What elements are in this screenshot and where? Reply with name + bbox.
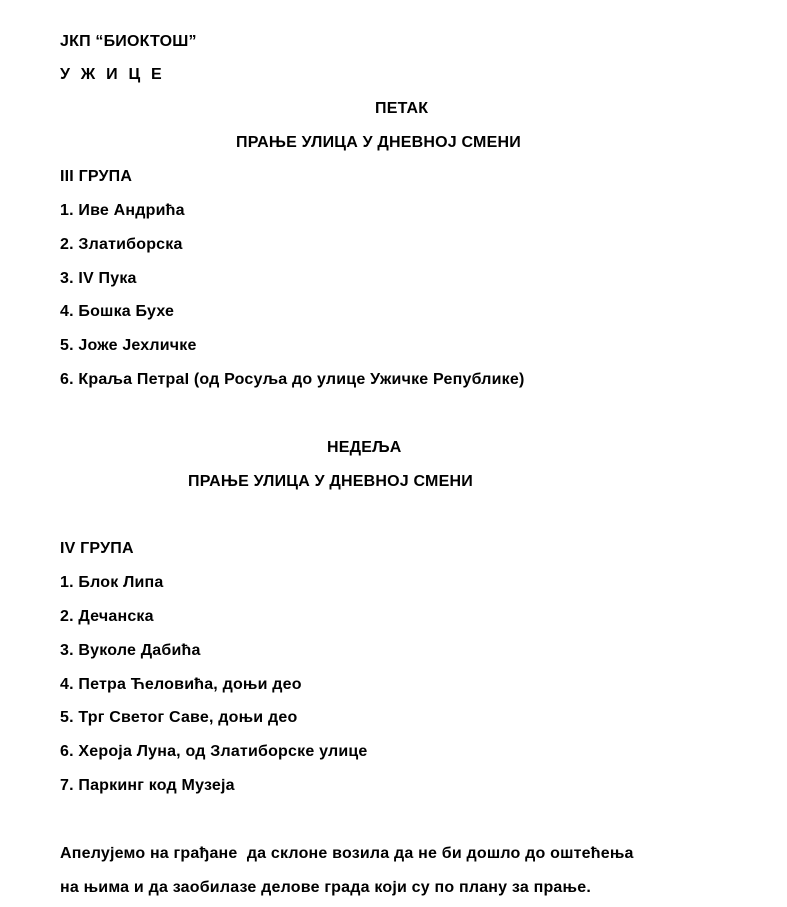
list-item: 2. Дечанска — [60, 608, 154, 625]
list-item: 3. IV Пука — [60, 270, 137, 287]
section2-day: НЕДЕЉА — [327, 439, 402, 456]
list-item: 4. Бошка Бухе — [60, 303, 175, 320]
list-item: 1. Блок Липа — [60, 574, 164, 591]
list-item: 4. Петра Ћеловића, доњи део — [60, 676, 302, 693]
list-item: 1. Иве Андрића — [60, 202, 185, 219]
list-item: 7. Паркинг код Музеја — [60, 777, 235, 794]
city-name: У Ж И Ц Е — [60, 66, 162, 83]
list-item: 3. Вуколе Дабића — [60, 642, 201, 659]
appeal-line-1: Апелујемо на грађане да склоне возила да не би дошло до оштећења — [60, 845, 634, 862]
section1-group: III ГРУПА — [60, 168, 133, 185]
section1-title: ПРАЊЕ УЛИЦА У ДНЕВНОЈ СМЕНИ — [236, 134, 521, 151]
section2-title: ПРАЊЕ УЛИЦА У ДНЕВНОЈ СМЕНИ — [188, 473, 473, 490]
list-item: 6. Краља ПетраI (од Росуља до улице Ужичке Републике) — [60, 371, 525, 388]
section1-day: ПЕТАК — [375, 100, 429, 117]
list-item: 6. Хероја Луна, од Златиборске улице — [60, 743, 368, 760]
list-item: 5. Трг Светог Саве, доњи део — [60, 709, 298, 726]
section2-group: IV ГРУПА — [60, 540, 134, 557]
list-item: 5. Јоже Јехличке — [60, 337, 197, 354]
appeal-line-2: на њима и да заобилазе делове града који су по плану за прање. — [60, 879, 591, 896]
company-name: ЈКП “БИОКТОШ” — [60, 33, 197, 50]
list-item: 2. Златиборска — [60, 236, 183, 253]
